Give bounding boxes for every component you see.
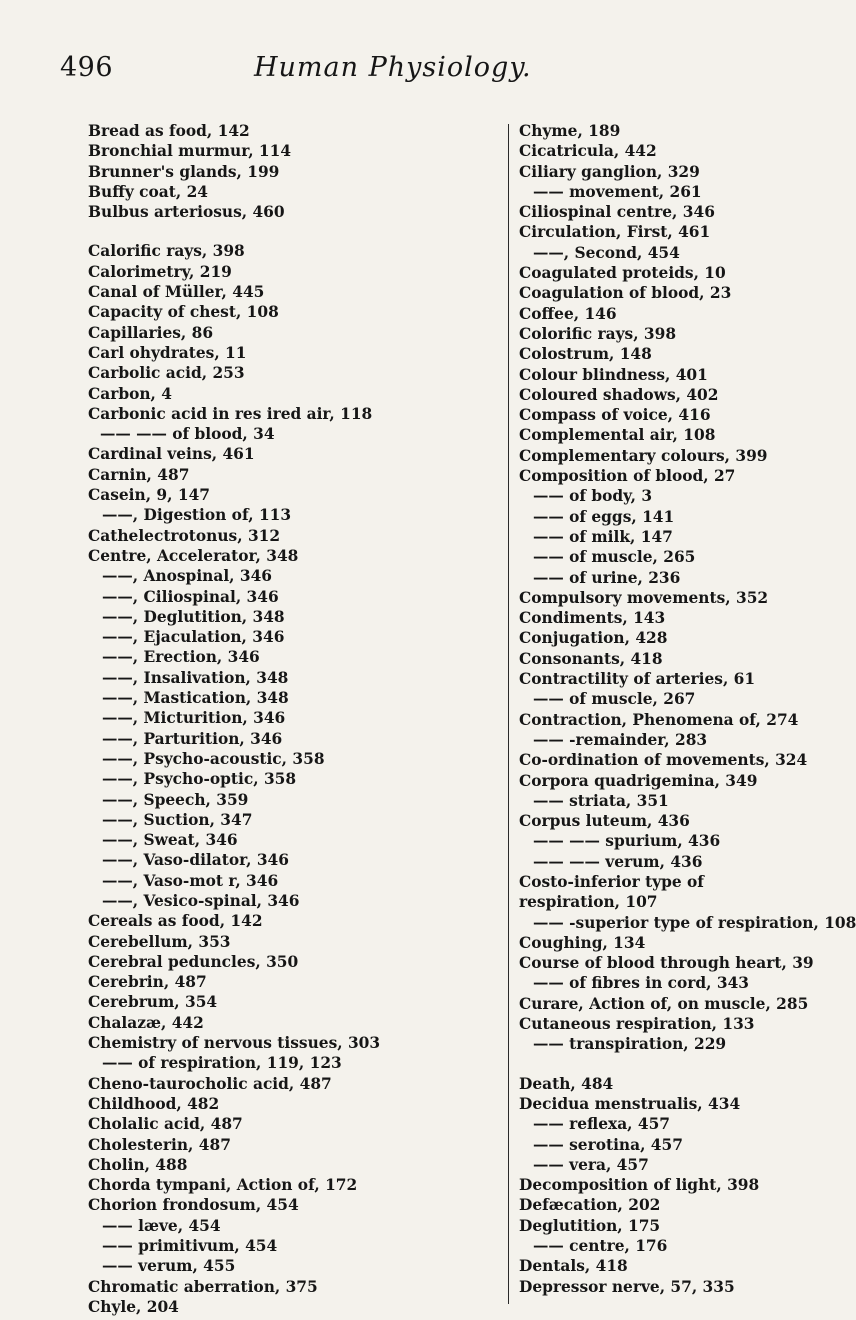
index-entry: Compass of voice, 416 bbox=[519, 406, 711, 425]
index-subentry: —— of muscle, 267 bbox=[533, 690, 696, 709]
index-entry: Cereals as food, 142 bbox=[88, 912, 263, 931]
index-subentry: —— —— of blood, 34 bbox=[100, 425, 275, 444]
index-entry: Depressor nerve, 57, 335 bbox=[519, 1277, 735, 1296]
index-subentry: —— primitivum, 454 bbox=[102, 1237, 278, 1256]
index-entry: Ciliary ganglion, 329 bbox=[519, 162, 700, 181]
index-subentry: ——, Parturition, 346 bbox=[102, 729, 283, 748]
index-entry: Cerebellum, 353 bbox=[88, 932, 231, 951]
index-entry: Cholalic acid, 487 bbox=[88, 1115, 243, 1134]
index-entry: Colour blindness, 401 bbox=[519, 365, 708, 384]
index-entry: Co-ordination of movements, 324 bbox=[519, 751, 808, 770]
index-subentry: ——, Vaso-mot r, 346 bbox=[102, 871, 279, 890]
index-entry: Deglutition, 175 bbox=[519, 1216, 661, 1235]
index-subentry: —— of milk, 147 bbox=[533, 527, 673, 546]
index-entry: Compulsory movements, 352 bbox=[519, 588, 769, 607]
index-subentry: ——, Ejaculation, 346 bbox=[102, 628, 285, 647]
index-entry: Chalazæ, 442 bbox=[88, 1013, 204, 1032]
index-entry: Cerebral peduncles, 350 bbox=[88, 952, 299, 971]
index-entry: Cutaneous respiration, 133 bbox=[519, 1015, 755, 1034]
index-subentry: —— verum, 455 bbox=[102, 1257, 236, 1276]
index-entry: Contractility of arteries, 61 bbox=[519, 670, 756, 689]
index-entry: Death, 484 bbox=[519, 1074, 614, 1093]
index-subentry: ——, Digestion of, 113 bbox=[102, 506, 292, 525]
index-entry: Conjugation, 428 bbox=[519, 629, 668, 648]
index-entry: Capillaries, 86 bbox=[88, 323, 214, 342]
index-subentry: ——, Ciliospinal, 346 bbox=[102, 587, 279, 606]
index-subentry: ——, Speech, 359 bbox=[102, 790, 249, 809]
index-column-right bbox=[519, 121, 856, 1297]
index-entry: Coughing, 134 bbox=[519, 933, 646, 952]
index-entry: Carnin, 487 bbox=[88, 465, 190, 484]
index-entry: Capacity of chest, 108 bbox=[88, 303, 279, 322]
index-entry: Coloured shadows, 402 bbox=[519, 385, 719, 404]
index-entry: Ciliospinal centre, 346 bbox=[519, 203, 715, 222]
index-entry: Buffy coat, 24 bbox=[88, 182, 208, 201]
index-entry: Childhood, 482 bbox=[88, 1094, 220, 1113]
index-entry: Colostrum, 148 bbox=[519, 345, 652, 364]
running-title: Human Physiology. bbox=[254, 52, 532, 83]
index-subentry: —— movement, 261 bbox=[533, 182, 702, 201]
index-subentry: ——, Suction, 347 bbox=[102, 810, 253, 829]
index-entry: Canal of Müller, 445 bbox=[88, 283, 265, 302]
index-entry: Costo-inferior type of respiration, 107 bbox=[519, 872, 704, 912]
index-subentry: —— striata, 351 bbox=[533, 791, 669, 810]
index-entry: Carbonic acid in res ired air, 118 bbox=[88, 404, 373, 423]
index-subentry: ——, Erection, 346 bbox=[102, 648, 260, 667]
index-entry: Decomposition of light, 398 bbox=[519, 1176, 760, 1195]
index-entry: Chorion frondosum, 454 bbox=[88, 1196, 299, 1215]
index-entry: Calorific rays, 398 bbox=[88, 242, 245, 261]
index-entry: Cheno-taurocholic acid, 487 bbox=[88, 1074, 332, 1093]
index-entry: Colorific rays, 398 bbox=[519, 324, 677, 343]
index-entry: Chemistry of nervous tissues, 303 bbox=[88, 1034, 381, 1053]
index-entry: Cerebrum, 354 bbox=[88, 993, 218, 1012]
index-subentry: ——, Insalivation, 348 bbox=[102, 668, 289, 687]
index-entry: Corpora quadrigemina, 349 bbox=[519, 771, 758, 790]
index-entry: Consonants, 418 bbox=[519, 649, 663, 668]
index-entry: Cholesterin, 487 bbox=[88, 1135, 231, 1154]
index-entry: Dentals, 418 bbox=[519, 1257, 628, 1276]
index-entry: Cicatricula, 442 bbox=[519, 142, 657, 161]
index-column-left bbox=[88, 121, 488, 1317]
index-entry: Chyle, 204 bbox=[88, 1297, 179, 1316]
index-entry: Cholin, 488 bbox=[88, 1155, 188, 1174]
index-subentry: ——, Psycho-optic, 358 bbox=[102, 770, 297, 789]
index-entry: Cathelectrotonus, 312 bbox=[88, 526, 281, 545]
index-subentry: —— -superior type of respiration, 108 bbox=[533, 913, 856, 932]
index-entry: Curare, Action of, on muscle, 285 bbox=[519, 994, 809, 1013]
index-entry: Carbon, 4 bbox=[88, 384, 172, 403]
index-subentry: —— of muscle, 265 bbox=[533, 548, 696, 567]
letter-section-gap bbox=[519, 1055, 789, 1074]
index-subentry: —— —— verum, 436 bbox=[533, 852, 703, 871]
index-entry: Chyme, 189 bbox=[519, 122, 621, 140]
index-entry: Contraction, Phenomena of, 274 bbox=[519, 710, 799, 729]
index-entry: Condiments, 143 bbox=[519, 609, 666, 628]
index-subentry: —— -remainder, 283 bbox=[533, 730, 708, 749]
index-entry: Complementary colours, 399 bbox=[519, 446, 768, 465]
index-subentry: —— læve, 454 bbox=[102, 1216, 221, 1235]
index-subentry: —— of respiration, 119, 123 bbox=[102, 1054, 342, 1073]
letter-section-gap bbox=[88, 222, 488, 241]
index-entry: Centre, Accelerator, 348 bbox=[88, 546, 299, 565]
index-entry: Cardinal veins, 461 bbox=[88, 445, 255, 464]
page-number: 496 bbox=[60, 52, 114, 83]
index-subentry: ——, Second, 454 bbox=[533, 243, 680, 262]
index-subentry: —— serotina, 457 bbox=[533, 1135, 683, 1154]
index-entry: Coagulated proteids, 10 bbox=[519, 264, 726, 283]
index-subentry: —— —— spurium, 436 bbox=[533, 832, 721, 851]
index-entry: Carbolic acid, 253 bbox=[88, 364, 245, 383]
index-subentry: ——, Deglutition, 348 bbox=[102, 607, 285, 626]
index-subentry: ——, Psycho-acoustic, 358 bbox=[102, 749, 325, 768]
index-subentry: —— of fibres in cord, 343 bbox=[533, 974, 750, 993]
index-entry: Carl ohydrates, 11 bbox=[88, 343, 247, 362]
index-entry: Chorda tympani, Action of, 172 bbox=[88, 1176, 358, 1195]
index-subentry: ——, Anospinal, 346 bbox=[102, 567, 273, 586]
index-entry: Complemental air, 108 bbox=[519, 426, 716, 445]
index-entry: Coagulation of blood, 23 bbox=[519, 284, 732, 303]
index-subentry: —— vera, 457 bbox=[533, 1155, 649, 1174]
index-subentry: ——, Sweat, 346 bbox=[102, 831, 238, 850]
index-entry: Defæcation, 202 bbox=[519, 1196, 661, 1215]
index-subentry: ——, Vaso-dilator, 346 bbox=[102, 851, 289, 870]
index-subentry: —— centre, 176 bbox=[533, 1237, 668, 1256]
index-entry: Decidua menstrualis, 434 bbox=[519, 1094, 741, 1113]
index-entry: Composition of blood, 27 bbox=[519, 467, 736, 486]
index-entry: Coffee, 146 bbox=[519, 304, 617, 323]
index-entry: Brunner's glands, 199 bbox=[88, 162, 280, 181]
index-entry: Circulation, First, 461 bbox=[519, 223, 711, 242]
index-subentry: —— of urine, 236 bbox=[533, 568, 681, 587]
index-entry: Bronchial murmur, 114 bbox=[88, 142, 292, 161]
index-entry: Casein, 9, 147 bbox=[88, 486, 210, 505]
index-entry: Chromatic aberration, 375 bbox=[88, 1277, 318, 1296]
index-entry: Corpus luteum, 436 bbox=[519, 812, 690, 831]
index-subentry: —— of eggs, 141 bbox=[533, 507, 675, 526]
page-header bbox=[0, 52, 801, 92]
index-entry: Bread as food, 142 bbox=[88, 122, 250, 140]
index-entry: Course of blood through heart, 39 bbox=[519, 954, 814, 973]
index-subentry: ——, Micturition, 346 bbox=[102, 709, 286, 728]
index-subentry: —— transpiration, 229 bbox=[533, 1035, 727, 1054]
index-subentry: ——, Mastication, 348 bbox=[102, 689, 289, 708]
index-entry: Bulbus arteriosus, 460 bbox=[88, 203, 285, 222]
index-subentry: —— reflexa, 457 bbox=[533, 1115, 671, 1134]
index-subentry: —— of body, 3 bbox=[533, 487, 653, 506]
index-entry: Calorimetry, 219 bbox=[88, 262, 232, 281]
index-subentry: ——, Vesico-spinal, 346 bbox=[102, 891, 300, 910]
index-entry: Cerebrin, 487 bbox=[88, 973, 207, 992]
column-divider bbox=[508, 124, 509, 1304]
